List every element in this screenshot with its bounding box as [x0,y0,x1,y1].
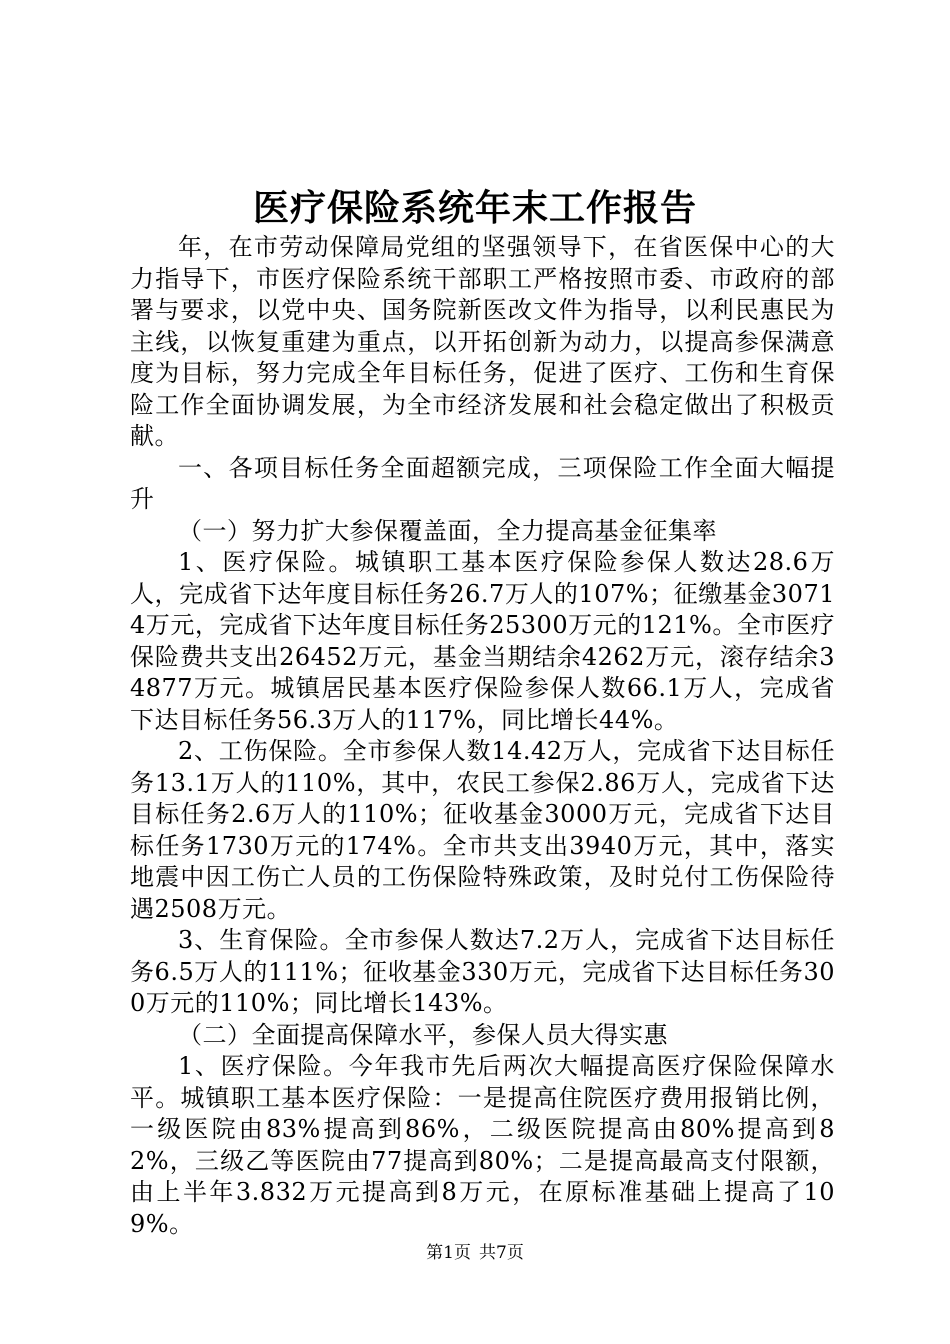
paragraph-medical-insurance: 1、医疗保险。城镇职工基本医疗保险参保人数达28.6万人，完成省下达年度目标任务26.7万人的107%；征缴基金30714万元，完成省下达年度目标任务25300万元的121%。全市医疗保险费共支出26452万元，基金当期结余4262万元，滚存结余34877万元。城镇居民基本医疗保险参保人数66.1万人，完成省下达目标任务56.3万人的117%，同比增长44%。 [130,548,835,734]
page-number: 第1页 [426,1243,471,1263]
section-heading-1: 一、各项目标任务全面超额完成，三项保险工作全面大幅提升 [130,453,835,513]
subsection-heading-2: （二）全面提高保障水平，参保人员大得实惠 [178,1020,668,1049]
page-total: 共7页 [479,1243,524,1263]
paragraph-intro: 年，在市劳动保障局党组的坚强领导下，在省医保中心的大力指导下，市医疗保险系统干部职工严格按照市委、市政府的部署与要求，以党中央、国务院新医改文件为指导，以利民惠民为主线，以恢复重建为重点，以开拓创新为动力，以提高参保满意度为目标，努力完成全年目标任务，促进了医疗、工伤和生育保险工作全面协调发展，为全市经济发展和社会稳定做出了积极贡献。 [130,233,835,450]
paragraph-medical-insurance-benefits: 1、医疗保险。今年我市先后两次大幅提高医疗保险保障水平。城镇职工基本医疗保险：一是提高住院医疗费用报销比例，一级医院由83%提高到86%，二级医院提高由80%提高到82%，三级乙等医院由77提高到80%；二是提高最高支付限额，由上半年3.832万元提高到8万元，在原标准基础上提高了109%。 [130,1052,835,1238]
document-title: 医疗保险系统年末工作报告 [252,187,697,229]
subsection-heading-1: （一）努力扩大参保覆盖面，全力提高基金征集率 [178,516,717,545]
page-footer [0,1241,950,1265]
paragraph-maternity-insurance: 3、生育保险。全市参保人数达7.2万人，完成省下达目标任务6.5万人的111%；征收基金330万元，完成省下达目标任务300万元的110%；同比增长143%。 [130,926,835,1017]
document-body [130,232,835,1240]
paragraph-work-injury-insurance: 2、工伤保险。全市参保人数14.42万人，完成省下达目标任务13.1万人的110%，其中，农民工参保2.86万人，完成省下达目标任务2.6万人的110%；征收基金3000万元，完成省下达目标任务1730万元的174%。全市共支出3940万元，其中，落实地震中因工伤亡人员的工伤保险特殊政策，及时兑付工伤保险待遇2508万元。 [130,737,835,923]
